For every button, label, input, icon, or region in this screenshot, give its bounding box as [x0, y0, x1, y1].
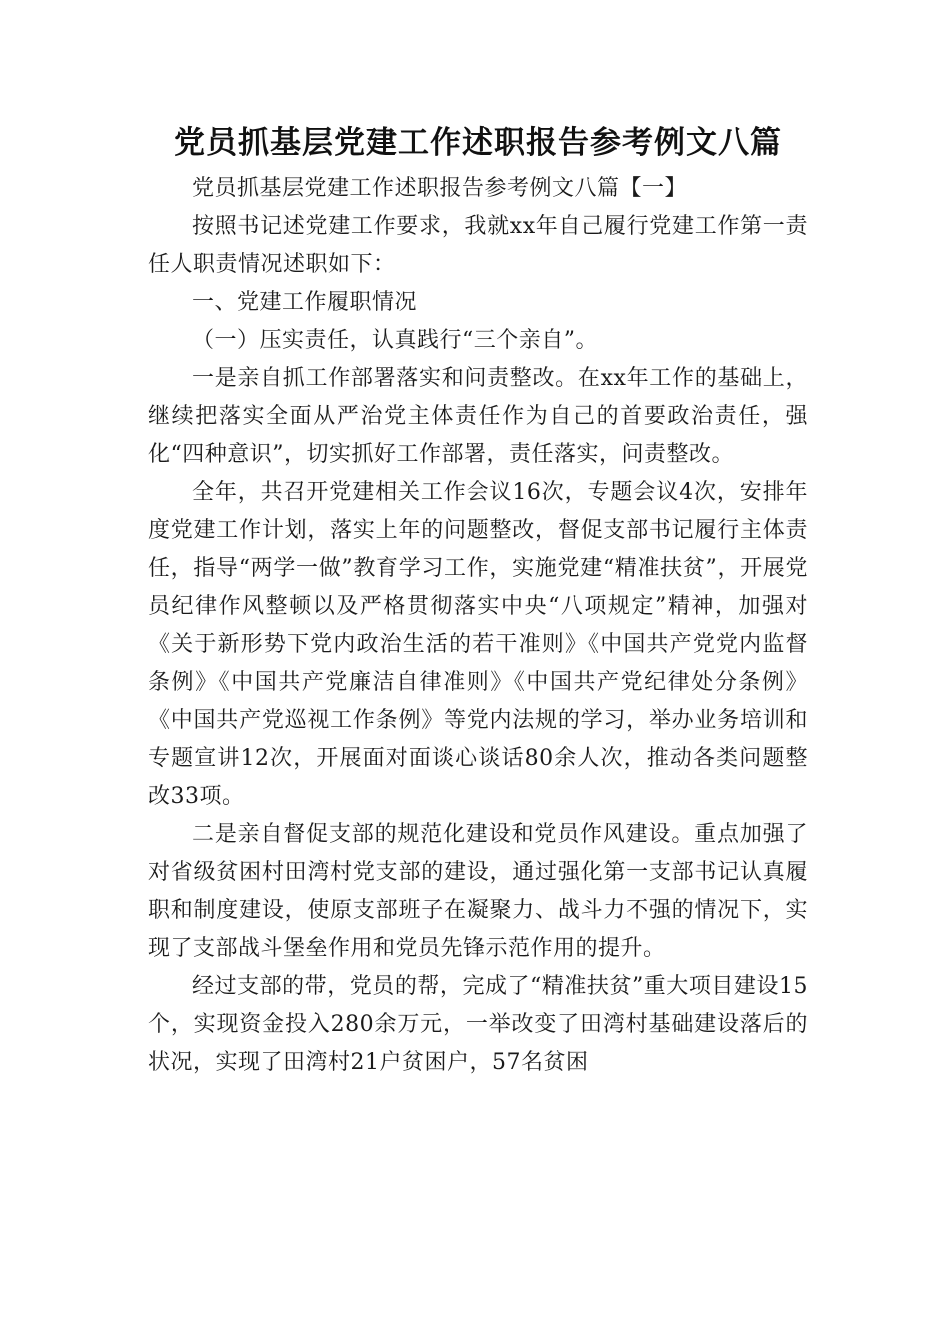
section-heading-1: 一、党建工作履职情况	[192, 290, 418, 315]
document-title: 党员抓基层党建工作述职报告参考例文八篇	[174, 125, 782, 161]
document-page	[148, 118, 808, 1082]
paragraph-body: 经过支部的带，党员的帮，完成了“精准扶贫”重大项目建设15个，实现资金投入280余万元，一举改变了田湾村基础建设落后的状况，实现了田湾村21户贫困户，57名贫困	[148, 974, 808, 1075]
paragraph-subtitle: 党员抓基层党建工作述职报告参考例文八篇【一】	[192, 176, 688, 201]
subsection-heading-1: （一）压实责任，认真践行“三个亲自”。	[192, 328, 598, 353]
paragraph-body: 全年，共召开党建相关工作会议16次，专题会议4次，安排年度党建工作计划，落实上年的问题整改，督促支部书记履行主体责任，指导“两学一做”教育学习工作，实施党建“精准扶贫”，开展党员纪律作风整顿以及严格贯彻落实中央“八项规定”精神，加强对《关于新形势下党内政治生活的若干准则》《中国共产党党内监督条例》《中国共产党廉洁自律准则》《中国共产党纪律处分条例》《中国共产党巡视工作条例》等党内法规的学习，举办业务培训和专题宣讲12次，开展面对面谈心谈话80余人次，推动各类问题整改33项。	[148, 480, 808, 809]
paragraph-body: 二是亲自督促支部的规范化建设和党员作风建设。重点加强了对省级贫困村田湾村党支部的建设，通过强化第一支部书记认真履职和制度建设，使原支部班子在凝聚力、战斗力不强的情况下，实现了支部战斗堡垒作用和党员先锋示范作用的提升。	[148, 822, 808, 961]
paragraph-body: 一是亲自抓工作部署落实和问责整改。在xx年工作的基础上，继续把落实全面从严治党主体责任作为自己的首要政治责任，强化“四种意识”，切实抓好工作部署，责任落实，问责整改。	[148, 366, 808, 467]
paragraph-intro: 按照书记述党建工作要求，我就xx年自己履行党建工作第一责任人职责情况述职如下：	[148, 214, 808, 277]
